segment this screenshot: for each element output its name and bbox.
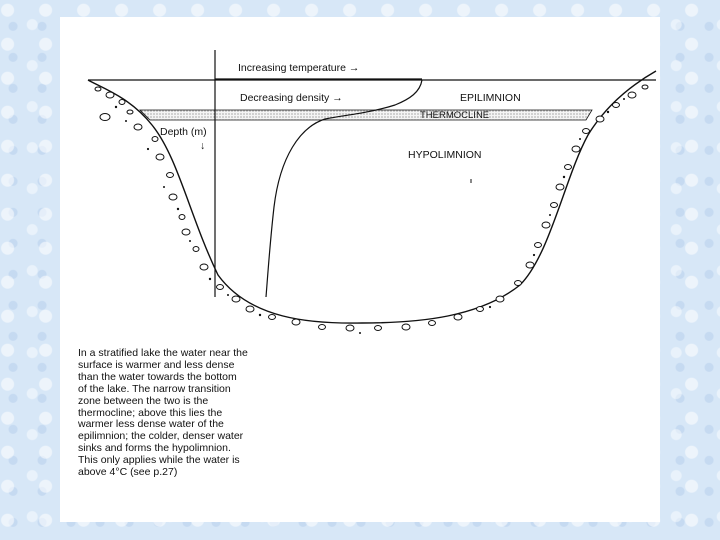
depth-arrow-icon: ↓ — [200, 140, 206, 152]
lake-stratification-diagram — [60, 17, 660, 347]
label-density: Decreasing density → — [240, 92, 343, 104]
label-depth: Depth (m) — [160, 126, 207, 138]
slide — [60, 17, 660, 522]
label-temperature: Increasing temperature → — [238, 62, 360, 74]
rocks-right-dots — [259, 98, 625, 334]
label-epilimnion: EPILIMNION — [460, 92, 521, 104]
rocks-bottom — [246, 296, 504, 331]
label-hypolimnion: HYPOLIMNION — [408, 149, 482, 161]
label-thermocline: THERMOCLINE — [420, 110, 490, 121]
figure-caption: In a stratified lake the water near the surface is warmer and less dense than the water towards the bottom of the lake. The narrow transition zone between the two is the thermocline; above this lies the warmer less dense water of the epilimnion; the colder, denser water sinks and forms the hypolimnion. This only applies while the water is above 4°C (see p.27) — [78, 347, 248, 479]
